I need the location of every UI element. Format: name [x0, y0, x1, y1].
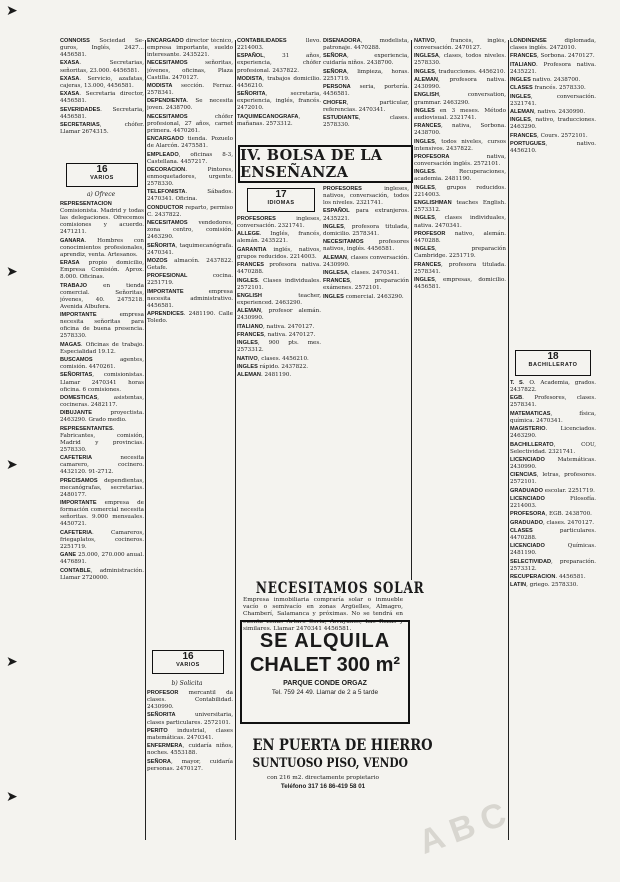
classified-ad: GANE 25.000, 270.000 anual. 4476891.: [60, 552, 144, 566]
classified-ad: NATIVO, francés, inglés, conversación. 2470127.: [414, 38, 506, 52]
classified-ad: BACHILLERATO, COU, Selectividad. 2321741.: [510, 441, 596, 455]
ad-puerta-de-hierro: [237, 735, 433, 835]
classified-ad: INGLES, todos niveles, cursos intensivos. 2437822.: [414, 138, 506, 152]
classified-ad: REPRESENTACION Comisionista. Madrid y todas las delegaciones. Ofrecemos comisiones y acuerdo. 2471211.: [60, 201, 144, 236]
ads-list: [147, 690, 233, 773]
registration-mark: ➤: [6, 457, 18, 473]
classified-ad: EXASA. Servicio, azafatas, cajeras, 13.000, 4456581.: [60, 75, 144, 89]
classified-ad: ENCARGADO director técnico, empresa importante, sueldo interesante. 2435221.: [147, 38, 233, 59]
classified-ad: INGLESA, clases. 2470341.: [323, 269, 399, 276]
classified-ad: PROFESOR mercantil da clases. Contabilidad. 2430990.: [147, 690, 233, 711]
classifieds-column-2: [147, 38, 233, 648]
classified-ad: ALEMAN, profesora nativa. 2430990.: [414, 77, 506, 91]
classified-ad: TAQUIMECANOGRAFA, mañanas. 2573312.: [237, 113, 301, 127]
ads-list: [323, 186, 409, 301]
classified-ad: APRENDICES. 2481190. Calle Toledo.: [147, 311, 233, 325]
classified-ad: NECESITAMOS chófer profesional, 27 años, carnet primera. 4470261.: [147, 113, 233, 134]
classified-ad: REPRESENTANTES. Fabricantes, comisión, Madrid y provincias. 2578330.: [60, 425, 144, 453]
classified-ad: NATIVO, clases. 4456210.: [237, 355, 309, 362]
classified-ad: ALEMAN, nativo. 2430990.: [510, 108, 586, 115]
classified-ad: MODISTA, trabajos domicilio. 4456210.: [237, 75, 321, 89]
registration-mark: ➤: [6, 264, 18, 280]
classified-ad: INGLES, empresas, domicilio. 4456581.: [414, 276, 506, 290]
classified-ad: INGLES en 3 meses. Método audiovisual. 2321741.: [414, 107, 506, 121]
classified-ad: LICENCIADO Químicas. 2481190.: [510, 543, 596, 557]
classified-ad: FRANCES, nativa, Sorbona. 2438700.: [414, 123, 506, 137]
classified-ad: FRANCES, nativa. 2470127.: [237, 331, 316, 338]
classified-ad: ALEMAN. 2481190.: [237, 372, 292, 379]
classifieds-column-1: [60, 201, 144, 841]
section-header-idiomas: 17 IDIOMAS: [247, 188, 315, 212]
classified-ad: INGLES rápido. 2437822.: [237, 363, 309, 370]
classified-ad: SEÑORITA, taquimecanógrafa. 2470341.: [147, 242, 233, 256]
ad-text: Empresa inmobiliaria compraría solar o inmueble vacío o semivacío en zonas Argüelles, Almagro, Chamberí, Salamanca y próximas. No se tendrá en cuenta zonas Arturo Soria, Arrayanes, Las Rozas y similares. Llamar 2470341 4456581.: [243, 597, 403, 632]
classified-ad: INGLESA, clases, todos niveles. 2578330.: [414, 53, 506, 67]
classified-ad: ERASA propio domicilio, Empresa Comisión. Aprox. 8.000. Oficinas.: [60, 260, 144, 281]
classified-ad: SELECTIVIDAD, preparación. 2573312.: [510, 558, 596, 572]
ads-list: [323, 38, 409, 129]
classifieds-column-6: [510, 38, 596, 338]
section-subheader: a) Ofrece: [86, 191, 116, 198]
classified-ad: ENGLISHMAN teaches English. 2573312.: [414, 200, 506, 214]
classified-ad: LICENCIADO Matemáticas. 2430990.: [510, 456, 596, 470]
classified-ad: ALLEGE. Inglés, francés, alemán. 2435221.: [237, 231, 321, 245]
ad-line: SUNTUOSO PISO, VENDO: [252, 756, 408, 771]
ad-line: SE ALQUILA: [259, 630, 391, 652]
classified-ad: IMPORTANTE empresa necesita administrativo. 4456581.: [147, 288, 233, 309]
classified-ad: IMPORTANTE empresa de formación comercial necesita señoritas. 9.000 mensuales. 4450721.: [60, 500, 144, 528]
section-header-varios-ofrece: 16 VARIOS: [66, 163, 138, 187]
classified-ad: CLASES particulares. 4470288.: [510, 527, 596, 541]
classified-ad: ESTUDIANTE, clases. 2578330.: [323, 114, 409, 128]
classified-ad: SEÑORITA universitaria, clases particulares. 2572101.: [147, 712, 233, 726]
classified-ad: ITALIANO. Profesora nativa. 2435221.: [510, 61, 596, 75]
ads-list: [510, 380, 596, 589]
classified-ad: INGLES, profesora titulada, domicilio. 2578341.: [323, 223, 409, 237]
section-header-bachillerato: 18 BACHILLERATO: [515, 350, 591, 376]
classified-ad: INGLES, clases individuales, nativa. 2470341.: [414, 215, 506, 229]
classified-ad: PROFESORES ingleses, nativos, conversación, todos los niveles. 2321741.: [323, 186, 409, 207]
column-rule: [508, 40, 509, 840]
classified-ad: SEVERIDADES. Secretaria, 4456581.: [60, 106, 144, 120]
classified-ad: SEÑORA, limpieza, horas. 2251719.: [323, 68, 409, 82]
classified-ad: EGB. Profesores, clases. 2578341.: [510, 395, 596, 409]
classified-ad: INGLES, conversación. 2321741.: [510, 93, 596, 107]
ads-list: [414, 38, 506, 291]
classified-ad: PROFESOR nativo, alemán. 4470288.: [414, 230, 506, 244]
section-header-varios-solicita: 16 VARIOS: [152, 650, 224, 674]
classified-ad: DOMESTICAS, asistentas, cocineras. 2482117.: [60, 394, 144, 409]
ad-place: PARQUE CONDE ORGAZ: [283, 680, 367, 687]
classified-ad: CONNOISS Sociedad Se- guros, Inglés, 2427... 4456581.: [60, 38, 144, 59]
classified-ad: LICENCIADO Filosofía. 2214003.: [510, 495, 596, 509]
classified-ad: EXASA. Secretaria director, 4456581.: [60, 91, 144, 105]
classified-ad: INGLES, traducciones. 4456210.: [414, 68, 506, 75]
classified-ad: BUSCAMOS agentes, comisión. 4470261.: [60, 357, 144, 371]
classified-ad: SEÑORITAS, comisionistas. Llamar 2470341 horas oficina. 6 comisiones.: [60, 372, 144, 393]
classified-ad: NECESITAMOS profesores nativos, inglés. 4456581.: [323, 239, 409, 253]
classified-ad: INGLES. Clases individuales. 2572101.: [237, 277, 321, 291]
classified-ad: PERITO industrial, clases matemáticas. 2470341.: [147, 727, 233, 741]
classified-ad: ENCARGADO tienda. Pozuelo de Alarcón. 2475581.: [147, 136, 233, 150]
classified-ad: SEÑORA, experiencia, cuidaría niños. 2438700.: [323, 53, 409, 67]
watermark: ABC: [413, 792, 519, 862]
ads-list: [60, 201, 144, 582]
classifieds-column-1-top: [60, 38, 144, 161]
classified-ad: LONDINENSE diplomada, clases inglés. 2472010.: [510, 38, 596, 52]
classified-ad: FRANCES, Cours. 2572101.: [510, 132, 588, 139]
classified-ad: ENGLISH, conversation, grammar. 2463290.: [414, 92, 506, 106]
classifieds-column-4-idiomas: [323, 186, 409, 578]
classified-ad: FRANCES, Sorbona. 2470127.: [510, 53, 595, 60]
classified-ad: SECRETARIAS, chófer. Llamar 2674315.: [60, 121, 144, 136]
classified-ad: NECESITAMOS vendedores, zona centro, comisión. 2463290.: [147, 220, 233, 241]
ads-list: [510, 38, 596, 155]
classified-ad: PROFESIONAL cocina. 2251719.: [147, 273, 233, 287]
classified-ad: GRADUADO, clases. 2470127.: [510, 519, 595, 526]
classified-ad: INGLES, grupos reducidos. 2214003.: [414, 184, 506, 198]
ads-list: [147, 38, 233, 325]
ad-text: con 216 m2. directamente propietario: [266, 775, 380, 781]
section-banner: [238, 145, 413, 183]
classified-ad: INGLES. Recuperaciones, academia. 2481190.: [414, 169, 506, 183]
classified-ad: MAGAS. Oficinas de trabajo. Especialidad 19.12.: [60, 341, 144, 355]
classified-ad: GARANTIA inglés, nativos, grupos reducidos. 2214003.: [237, 246, 321, 260]
ads-list: [237, 216, 321, 331]
classified-ad: ESPAÑOL, 31 años, experiencia, chófer profesional. 2437822.: [237, 53, 321, 74]
classified-ad: PERSONA seria, portería. 4456581.: [323, 84, 409, 98]
classified-ad: SEÑORA, mayor, cuidaría personas. 2470127.: [147, 758, 233, 772]
classified-ad: CONTABLE, administración. Llamar 2720000.: [60, 567, 144, 581]
classified-ad: LATIN, griego. 2578330.: [510, 582, 579, 589]
classified-ad: CONDUCTOR reparto, permiso C. 2437822.: [147, 204, 233, 218]
classified-ad: MOZOS almacén. 2437822. Getafe.: [147, 257, 233, 272]
column-rule: [145, 40, 146, 840]
classified-ad: PROFESORES ingleses, conversación. 2321741.: [237, 216, 321, 230]
classified-ad: ITALIANO, nativa. 2470127.: [237, 323, 315, 330]
ad-line: EN PUERTA DE HIERRO: [252, 735, 433, 754]
classified-ad: ESPAÑOL para extranjeros. 2435221.: [323, 208, 409, 222]
registration-mark: ➤: [6, 3, 18, 19]
classified-ad: CLASES francés. 2578330.: [510, 85, 586, 92]
classified-ad: CAFETERIA. Camareros, friegaplatos, cocineros. 2251719.: [60, 529, 144, 550]
section-subheader: b) Solicita: [171, 680, 203, 687]
column-rule: [411, 40, 412, 580]
classified-ad: PORTUGUES, nativo. 4456210.: [510, 140, 596, 154]
column-rule: [235, 40, 236, 840]
classified-ad: PROFESORA, EGB. 2438700.: [510, 511, 592, 518]
registration-mark: ➤: [6, 789, 18, 805]
classifieds-column-2-bottom: [147, 690, 233, 830]
ad-phone: Teléfono 317 16 86-419 58 01: [280, 783, 366, 790]
classified-ad: CAFETERIA necesita camarero, cocinero. 4432120. 91-2712.: [60, 455, 144, 476]
classified-ad: TELEFONISTA. Sábados. 2470341. Oficina.: [147, 189, 233, 203]
classified-ad: RECUPERACION. 4456581.: [510, 573, 586, 580]
classified-ad: INGLES comercial. 2463290.: [323, 293, 404, 300]
classified-ad: GANARA. Hombres con conocimientos profesionales, aprendiz, venta. Artesanos.: [60, 237, 144, 258]
classified-ad: EXASA. Secretarias, señoritas, 23.000. 4456581.: [60, 60, 144, 74]
classified-ad: NECESITAMOS señoritas, jóvenes, oficinas, Plaza Castilla. 2470127.: [147, 60, 233, 81]
classified-ad: INGLES, 900 pts. mes. 2573312.: [237, 340, 321, 354]
classified-ad: FRANCES, profesora titulada. 2578341.: [414, 261, 506, 275]
classified-ad: CIENCIAS, letras, profesores. 2572101.: [510, 472, 596, 486]
classified-ad: INGLES, nativo, traducciones. 2463290.: [510, 117, 596, 131]
classified-ad: DECORACION. Pintores, enmoquetadores, urgente. 2578330.: [147, 166, 233, 188]
classified-ad: MODISTA sección. Ferraz. 2578341.: [147, 82, 233, 97]
classified-ad: DIBUJANTE proyectista. 2463290. Grado medio.: [60, 410, 144, 424]
ad-chalet: [240, 620, 410, 724]
ad-line: CHALET 300 m²: [249, 654, 401, 676]
classified-ad: CONTABILIDADES llevo. 2214003.: [237, 38, 321, 52]
classified-ad: CHOFER, particular, referencias. 2470341.: [323, 99, 409, 113]
ads-list: [60, 38, 144, 136]
classified-ad: ENGLISH teacher, experienced. 2463290.: [237, 292, 321, 306]
section-title: IV. BOLSA DE LA ENSEÑANZA: [240, 147, 383, 181]
ads-list: [237, 38, 321, 128]
classified-ad: GRADUADO escolar. 2251719.: [510, 487, 595, 494]
classified-ad: PRECISAMOS dependientas, mecanógrafas, secretarias. 2480177.: [60, 477, 144, 498]
classified-ad: ALEMAN, clases conversación. 2430990.: [323, 254, 409, 268]
classified-ad: INGLES, preparación Cambridge. 2251719.: [414, 246, 506, 260]
classified-ad: IMPORTANTE empresa necesita señoritas para oficina de buena presencia. 2578330.: [60, 312, 144, 340]
classified-ad: ENFERMERA, cuidaría niños, noches. 4553188.: [147, 743, 233, 757]
ad-title: NECESITAMOS SOLAR: [255, 578, 425, 597]
classifieds-column-5: [414, 38, 506, 838]
classified-ad: FRANCES, preparación exámenes. 2572101.: [323, 278, 409, 292]
classified-ad: EMPLEADO, oficinas 8-3, Castellana. 4457217.: [147, 151, 233, 165]
classified-ad: MAGISTERIO. Licenciados. 2463290.: [510, 426, 596, 440]
classified-ad: INGLES nativo. 2438700.: [510, 77, 581, 84]
ads-list: [237, 332, 321, 379]
classified-ad: FRANCES profesora nativa. 4470288.: [237, 262, 321, 276]
classified-ad: ALEMAN, profesor alemán. 2430990.: [237, 308, 321, 322]
registration-mark: ➤: [6, 654, 18, 670]
classified-ad: T. S. O. Academia, grados. 2437822.: [510, 380, 596, 394]
classified-ad: TRABAJO en tienda comercial. Señoritas, jóvenes, 40. 2475218. Avenida Albufera.: [60, 282, 144, 310]
classified-ad: PROFESORA nativa, conversación inglés. 2572101.: [414, 153, 506, 167]
ad-phone: Tel. 759 24 49. Llamar de 2 a 5 tarde: [271, 689, 379, 696]
classified-ad: SEÑORITA, secretaria, experiencia, inglés, francés. 2472010.: [237, 91, 321, 112]
classified-ad: MATEMATICAS, física, química. 2470341.: [510, 410, 596, 424]
classifieds-column-3-idiomas: [237, 216, 321, 578]
classified-ad: DEPENDIENTA. Se necesita joven. 2438700.: [147, 98, 233, 112]
classified-ad: DISEÑADORA, modelista, patronaje. 4470288.: [323, 38, 409, 52]
